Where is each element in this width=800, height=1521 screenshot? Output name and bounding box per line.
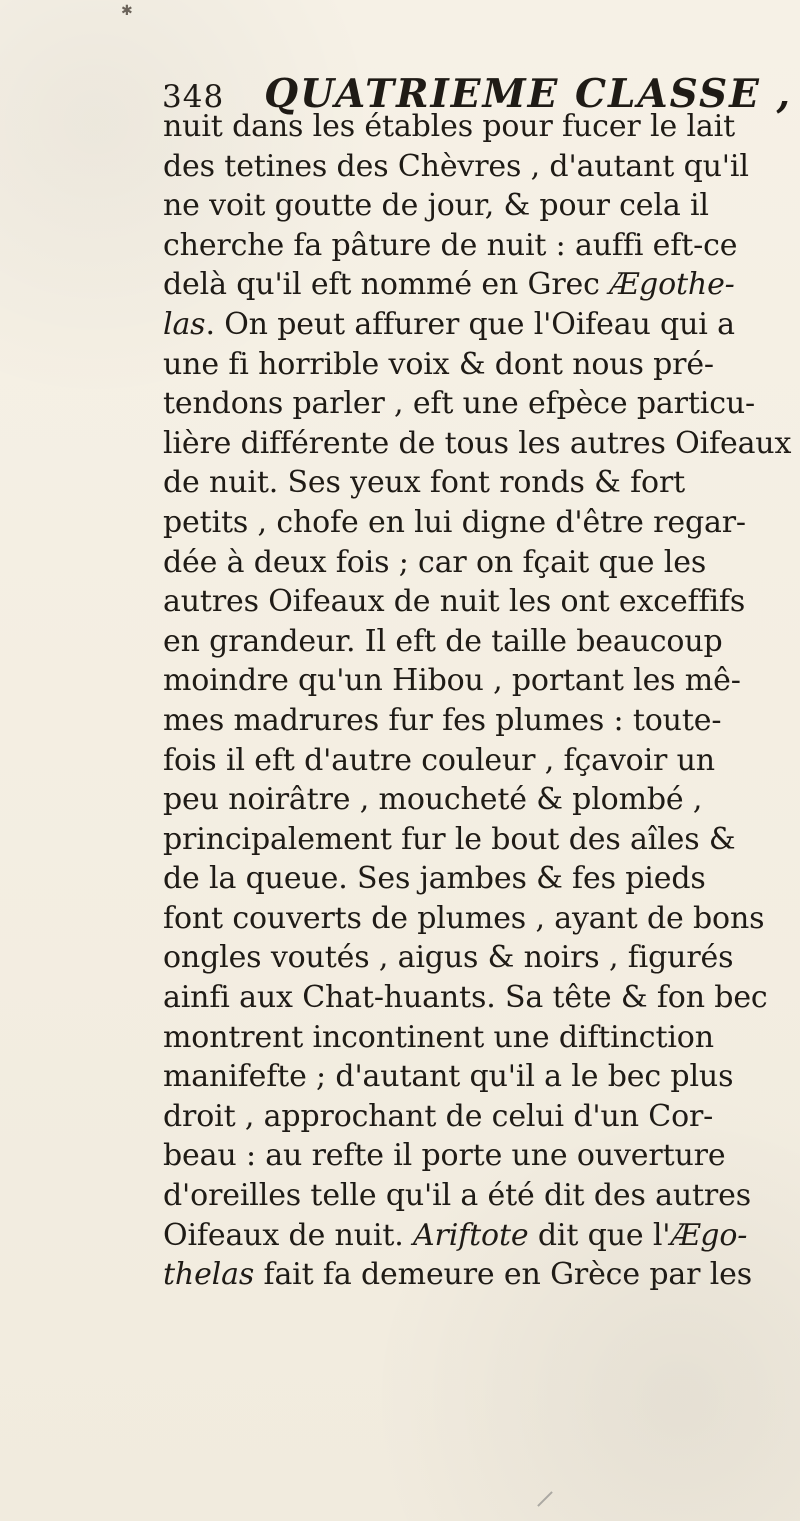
text-span: ongles voutés , aigus & noirs , figurés bbox=[163, 940, 734, 976]
text-line bbox=[163, 463, 783, 503]
text-line bbox=[163, 1255, 783, 1295]
text-span: font couverts de plumes , ayant de bons bbox=[163, 900, 765, 936]
text-span: fait fa demeure en Grèce par les bbox=[254, 1257, 752, 1293]
text-line bbox=[163, 820, 783, 860]
text-span: manifefte ; d'autant qu'il a le bec plus bbox=[163, 1059, 734, 1095]
body-text bbox=[163, 107, 792, 1295]
text-span: ainfi aux Chat-huants. Sa tête & fon bec bbox=[163, 980, 768, 1016]
text-span: lière différente de tous les autres Oifeaux bbox=[163, 425, 792, 461]
text-line bbox=[163, 741, 783, 781]
text-span: en grandeur. Il eft de taille beaucoup bbox=[163, 623, 723, 659]
text-line bbox=[163, 226, 783, 266]
running-title: QUATRIEME CLASSE , bbox=[264, 71, 793, 117]
text-line bbox=[163, 543, 783, 583]
text-span: peu noirâtre , moucheté & plombé , bbox=[163, 782, 703, 818]
text-span: fois il eft d'autre couleur , fçavoir un bbox=[163, 742, 715, 778]
text-span: de nuit. Ses yeux font ronds & fort bbox=[163, 465, 686, 501]
text-span: moindre qu'un Hibou , portant les mê- bbox=[163, 663, 741, 699]
ink-mark: ✱ bbox=[121, 3, 133, 19]
text-line bbox=[163, 1018, 783, 1058]
italic-text: thelas bbox=[163, 1257, 255, 1293]
text-span: mes madrures fur fes plumes : toute- bbox=[163, 702, 722, 738]
text-line bbox=[163, 1176, 783, 1216]
text-line bbox=[163, 1216, 783, 1256]
text-line bbox=[163, 978, 783, 1018]
text-span: de la queue. Ses jambes & fes pieds bbox=[163, 861, 706, 897]
text-span: des tetines des Chèvres , d'autant qu'il bbox=[163, 148, 749, 184]
text-span: . On peut affurer que l'Oifeau qui a bbox=[205, 306, 735, 342]
stray-mark bbox=[537, 1491, 553, 1507]
text-span: d'oreilles telle qu'il a été dit des autres bbox=[163, 1178, 751, 1214]
text-line bbox=[163, 582, 783, 622]
text-line bbox=[163, 503, 783, 543]
text-span: dée à deux fois ; car on fçait que les bbox=[163, 544, 707, 580]
text-span: Oifeaux de nuit. bbox=[163, 1217, 414, 1253]
text-span: petits , chofe en lui digne d'être regar- bbox=[163, 504, 746, 540]
text-line bbox=[163, 186, 783, 226]
text-span: dit que l' bbox=[528, 1217, 671, 1253]
text-line bbox=[163, 107, 783, 147]
text-span: beau : au refte il porte une ouverture bbox=[163, 1138, 726, 1174]
text-span: montrent incontinent une diftinction bbox=[163, 1019, 714, 1055]
text-span: delà qu'il eft nommé en Grec bbox=[163, 267, 610, 303]
text-span: cherche fa pâture de nuit : auffi eft-ce bbox=[163, 227, 738, 263]
text-span: principalement fur le bout des aîles & bbox=[163, 821, 736, 857]
text-span: nuit dans les étables pour fucer le lait bbox=[163, 109, 735, 144]
text-line bbox=[163, 384, 783, 424]
text-line bbox=[163, 265, 783, 305]
text-span: ne voit goutte de jour, & pour cela il bbox=[163, 188, 709, 224]
italic-text: las bbox=[163, 306, 206, 342]
italic-text: Ariftote bbox=[413, 1217, 529, 1253]
text-line bbox=[163, 345, 783, 385]
text-line bbox=[163, 1097, 783, 1137]
text-span: tendons parler , eft une efpèce particu- bbox=[163, 386, 756, 422]
page-number: 348 bbox=[162, 79, 225, 115]
italic-text: Ægothe- bbox=[609, 267, 735, 303]
text-span: une fi horrible voix & dont nous pré- bbox=[163, 346, 714, 382]
text-line bbox=[163, 859, 783, 899]
text-line bbox=[163, 1057, 783, 1097]
text-line bbox=[163, 424, 792, 464]
text-span: autres Oifeaux de nuit les ont exceffifs bbox=[163, 584, 746, 620]
italic-text: Ægo- bbox=[670, 1217, 748, 1253]
text-line bbox=[163, 780, 783, 820]
text-line bbox=[163, 305, 783, 345]
text-line bbox=[163, 1136, 783, 1176]
text-span: droit , approchant de celui d'un Cor- bbox=[163, 1098, 714, 1134]
text-line bbox=[163, 899, 783, 939]
text-line bbox=[163, 622, 783, 662]
text-line bbox=[163, 661, 783, 701]
text-line bbox=[163, 938, 783, 978]
text-line bbox=[163, 147, 783, 187]
text-line bbox=[163, 701, 783, 741]
